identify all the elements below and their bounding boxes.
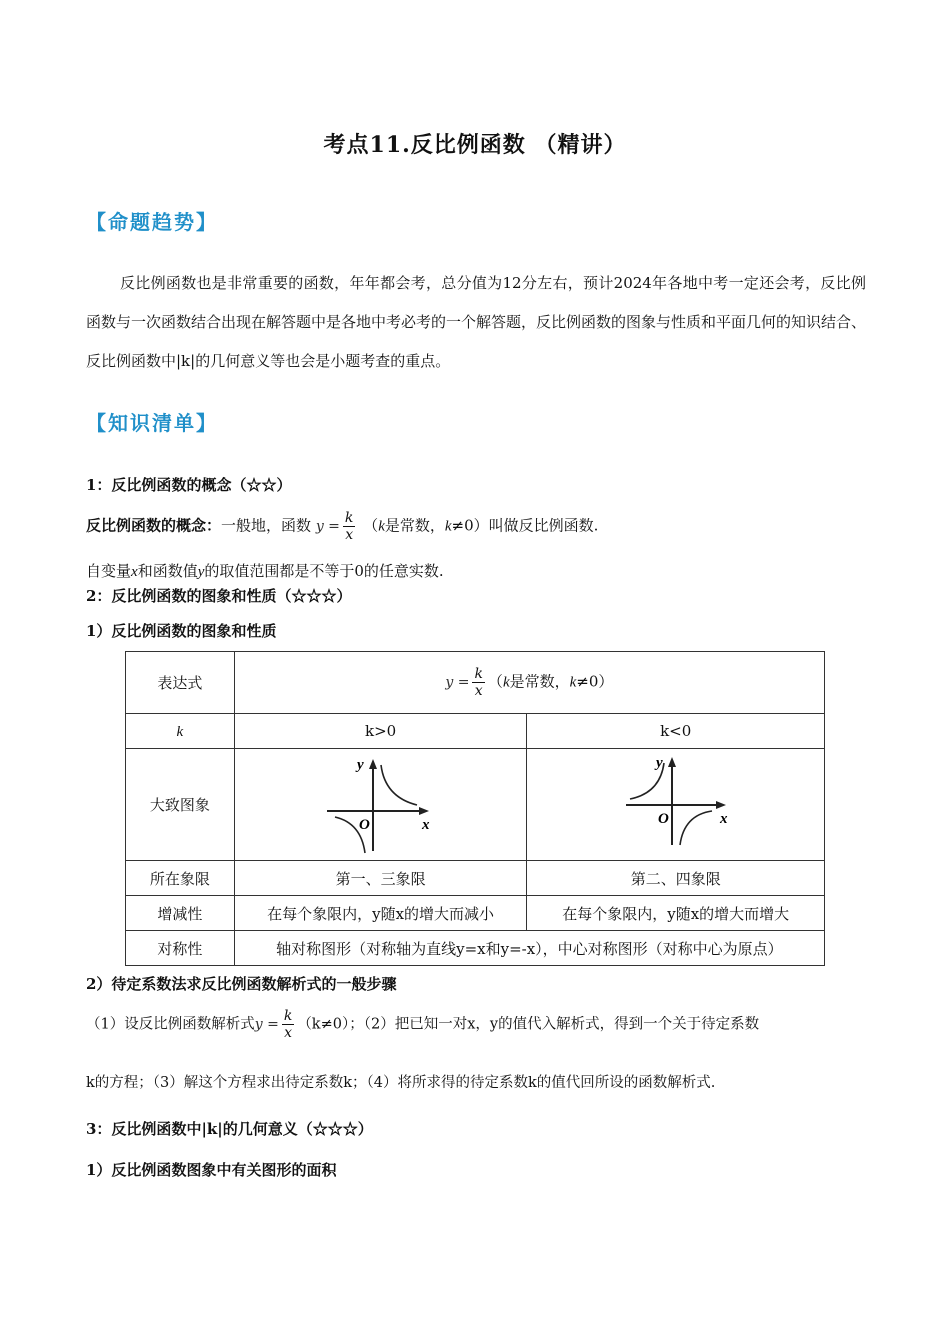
concept-line [86, 510, 598, 543]
fraction-denominator: x [345, 527, 354, 543]
fraction-numerator: k [474, 666, 483, 682]
x-axis-label: x [421, 816, 430, 833]
table-row [126, 931, 825, 966]
table-row [126, 861, 825, 896]
x-axis-arrow-icon [419, 807, 429, 815]
expr-mid: 是常数， [509, 672, 570, 691]
y-axis-arrow-icon [369, 759, 377, 769]
table-row [126, 714, 825, 749]
heading-concept: 1：反比例函数的概念（☆☆） [86, 476, 292, 494]
fraction-denominator: x [474, 683, 483, 699]
trend-paragraph: 反比例函数也是非常重要的函数，年年都会考，总分值为12分左右，预计2024年各地中考一定还会考，反比例函数与一次函数结合出现在解答题中是各地中考必考的一个解答题，反比例函数的图象与性质和平面几何的知识结合、反比例函数中|k|的几何意义等也会是小题考查的重点。 [86, 274, 867, 370]
steps-line-2: k的方程；（3）解这个方程求出待定系数k；（4）将所求得的待定系数k的值代回所设的函数解析式. [86, 1075, 716, 1091]
k-label: k [176, 723, 184, 740]
section-heading-knowledge: 【知识清单】 [86, 411, 218, 435]
expression-cell [234, 652, 824, 714]
y-axis-arrow-icon [668, 757, 676, 767]
row-label-monotonicity: 增减性 [126, 896, 235, 931]
k-positive-cell: k>0 [234, 714, 527, 749]
domain-x: x [131, 564, 138, 580]
monotonicity-negative: 在每个象限内，y随x的增大而增大 [527, 896, 825, 931]
subheading-graph-properties: 1）反比例函数的图象和性质 [86, 622, 277, 640]
expr-lhs: y = [445, 674, 470, 691]
expr-k2: k [569, 674, 577, 691]
origin-label: O [358, 816, 370, 833]
expr-k: k [502, 674, 510, 691]
curve-quadrant-1 [381, 765, 417, 805]
domain-text-2: 和函数值 [137, 562, 198, 580]
steps-fraction [282, 1008, 294, 1041]
concept-fraction [343, 510, 355, 543]
quadrants-negative: 第二、四象限 [527, 861, 825, 896]
table-row [126, 652, 825, 714]
fraction-numerator: k [344, 510, 354, 526]
steps-line-1 [86, 1008, 759, 1041]
steps-text-1: （1）设反比例函数解析式 [86, 1016, 255, 1033]
graph-negative-cell [527, 749, 825, 861]
x-axis-arrow-icon [716, 801, 726, 809]
concept-k: k [378, 518, 385, 535]
properties-table [125, 651, 825, 966]
row-label-quadrants: 所在象限 [126, 861, 235, 896]
x-axis-label: x [719, 810, 728, 827]
domain-text-1: 自变量 [86, 562, 132, 580]
expr-paren: （ [487, 672, 503, 691]
y-axis-label: y [655, 754, 663, 771]
domain-line [86, 560, 444, 581]
domain-y: y [197, 564, 205, 580]
origin-label: O [657, 810, 669, 827]
section-heading-trend: 【命题趋势】 [86, 210, 218, 234]
concept-eq-lhs: y = [315, 518, 340, 535]
row-label-k [126, 714, 235, 749]
concept-k2: k [444, 518, 452, 535]
concept-text-end: ≠0）叫做反比例函数. [451, 516, 599, 535]
table-row [126, 749, 825, 861]
symmetry-cell: 轴对称图形（对称轴为直线y=x和y=-x），中心对称图形（对称中心为原点） [234, 931, 824, 966]
steps-eq-lhs: y = [254, 1016, 279, 1033]
row-label-symmetry: 对称性 [126, 931, 235, 966]
concept-label: 反比例函数的概念： [86, 516, 222, 535]
graph-positive-cell [234, 749, 527, 861]
curve-quadrant-4 [680, 811, 712, 845]
monotonicity-positive: 在每个象限内，y随x的增大而减小 [234, 896, 527, 931]
k-negative-cell: k<0 [527, 714, 825, 749]
row-label-graph: 大致图象 [126, 749, 235, 861]
expr-fraction [472, 666, 484, 699]
subheading-undetermined-coefficients: 2）待定系数法求反比例函数解析式的一般步骤 [86, 975, 397, 993]
heading-graph-properties: 2：反比例函数的图象和性质（☆☆☆） [86, 587, 352, 605]
table-row [126, 896, 825, 931]
subheading-area: 1）反比例函数图象中有关图形的面积 [86, 1161, 337, 1179]
page-title: 考点11.反比例函数 （精讲） [323, 132, 627, 158]
domain-text-3: 的取值范围都是不等于0的任意实数. [204, 562, 444, 580]
fraction-denominator: x [284, 1025, 293, 1041]
expr-end: ≠0） [576, 672, 614, 691]
row-label-expression: 表达式 [126, 652, 235, 714]
hyperbola-k-positive-graph [321, 753, 441, 857]
steps-text-1b: （k≠0）；（2）把已知一对x，y的值代入解析式，得到一个关于待定系数 [297, 1016, 760, 1033]
hyperbola-k-negative-graph [616, 753, 736, 857]
concept-paren: （ [363, 516, 379, 535]
concept-text-mid: 是常数， [384, 516, 445, 535]
y-axis-label: y [356, 756, 364, 773]
concept-text-before: 一般地，函数 [221, 516, 312, 535]
quadrants-positive: 第一、三象限 [234, 861, 527, 896]
heading-k-geometry: 3：反比例函数中|k|的几何意义（☆☆☆） [86, 1120, 373, 1138]
fraction-numerator: k [283, 1008, 293, 1024]
